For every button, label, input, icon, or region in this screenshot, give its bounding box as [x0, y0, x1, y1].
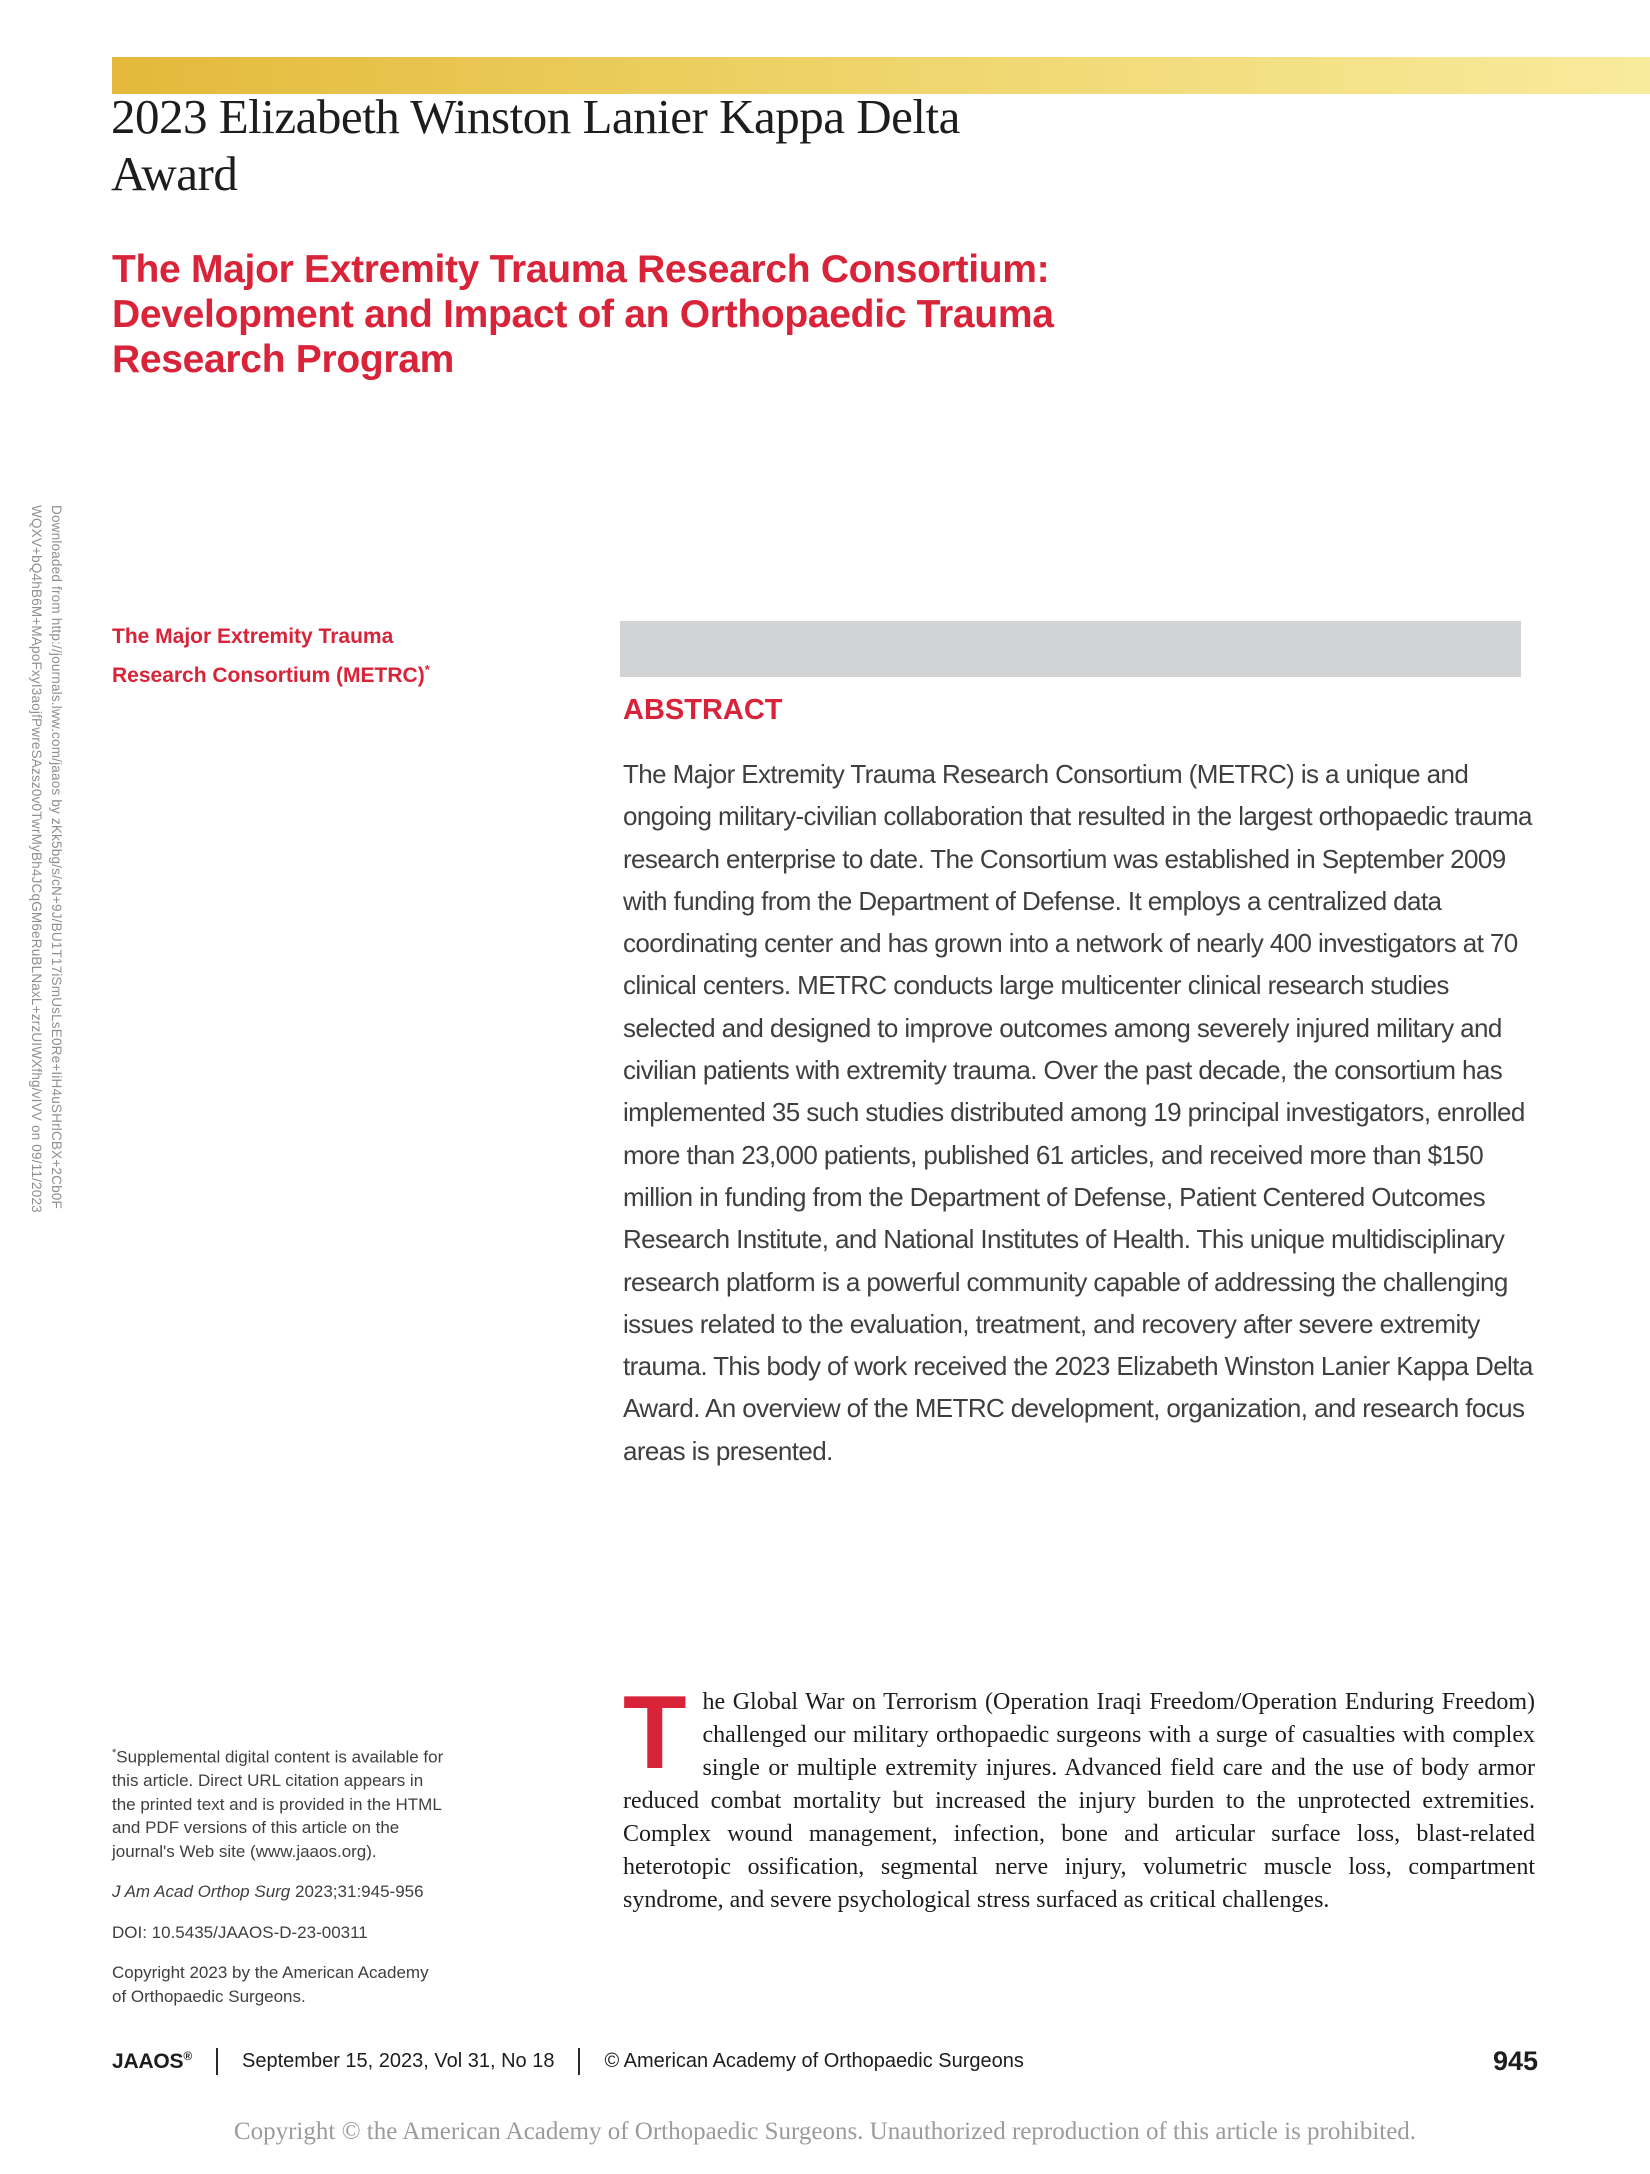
download-watermark-line-1: Downloaded from http://journals.lww.com/jaaos by zKk5bg/s/cN+9J/BU1T17iSmUsLsE0Re+IiH4uSHrlCBX+2Cb0F	[49, 505, 64, 1209]
article-title-line-2: Development and Impact of an Orthopaedic Trauma	[112, 293, 1054, 336]
article-title	[112, 247, 1054, 382]
award-title	[111, 88, 960, 202]
bottom-copyright-notice: Copyright © the American Academy of Orthopaedic Surgeons. Unauthorized reproduction of this article is prohibited.	[233, 2118, 1417, 2145]
footer-copyright: © American Academy of Orthopaedic Surgeons	[604, 2050, 1024, 2072]
abstract-heading: ABSTRACT	[623, 694, 783, 726]
supplemental-note-marker: *	[112, 1747, 117, 1759]
author-line-2	[112, 653, 430, 692]
author-name: Research Consortium (METRC)	[112, 664, 425, 687]
article-title-line-1: The Major Extremity Trauma Research Consortium:	[112, 248, 1050, 291]
journal-citation	[112, 1880, 446, 1904]
download-watermark	[26, 505, 66, 1213]
journal-brand	[112, 2049, 192, 2074]
footer-issue-info: September 15, 2023, Vol 31, No 18	[242, 2050, 555, 2072]
award-title-line-2: Award	[111, 146, 238, 201]
journal-brand-name: JAAOS	[112, 2050, 184, 2073]
journal-citation-volume: 2023;31:945-956	[290, 1882, 424, 1902]
page-number: 945	[1492, 2046, 1538, 2076]
author-line-1: The Major Extremity Trauma	[112, 625, 394, 648]
doi-line: DOI: 10.5435/JAAOS-D-23-00311	[112, 1922, 368, 1942]
award-title-line-1: 2023 Elizabeth Winston Lanier Kappa Delta	[111, 89, 960, 144]
registered-mark: ®	[183, 2049, 193, 2063]
article-title-line-3: Research Program	[112, 338, 455, 381]
author-footnote-marker: *	[424, 662, 430, 677]
footer-divider	[578, 2048, 580, 2075]
intro-text: he Global War on Terrorism (Operation Iraqi Freedom/Operation Enduring Freedom) challenged our military orthopaedic surgeons with a surge of casualties with complex single or multiple extremity injures. Advanced field care and the use of body armor reduced combat mortality but increased the injury burden to the unprotected extremities. Complex wound management, infection, bone and articular surface loss, blast-related heterotopic ossification, segmental nerve injury, volumetric muscle loss, compartment syndrome, and severe psychological stress surfaced as critical challenges.	[623, 1689, 1535, 1913]
supplemental-note-text: Supplemental digital content is available for this article. Direct URL citation appears in the printed text and is provided in the HTML and PDF versions of this article on the journal's Web site (www.jaaos.org).	[112, 1747, 444, 1861]
abstract-text: The Major Extremity Trauma Research Consortium (METRC) is a unique and ongoing military-civilian collaboration that resulted in the largest orthopaedic trauma research enterprise to date. The Consortium was established in September 2009 with funding from the Department of Defense. It employs a centralized data coordinating center and has grown into a network of nearly 400 investigators at 70 clinical centers. METRC conducts large multicenter clinical research studies selected and designed to improve outcomes among severely injured military and civilian patients with extremity trauma. Over the past decade, the consortium has implemented 35 such studies distributed among 19 principal investigators, enrolled more than 23,000 patients, published 61 articles, and received more than $150 million in funding from the Department of Defense, Patient Centered Outcomes Research Institute, and National Institutes of Health. This unique multidisciplinary research platform is a powerful community capable of addressing the challenging issues related to the evaluation, treatment, and recovery after severe extremity trauma. This body of work received the 2023 Elizabeth Winston Lanier Kappa Delta Award. An overview of the METRC development, organization, and research focus areas is presented.	[623, 759, 1533, 1466]
journal-citation-name: J Am Acad Orthop Surg	[112, 1882, 291, 1902]
copyright-note: Copyright 2023 by the American Academy of Orthopaedic Surgeons.	[112, 1963, 429, 2006]
abstract-header-bar	[620, 621, 1521, 677]
download-watermark-line-2: WQXV+bQ4hB6M+MApoFxyI3aojfPwreSAzsz0v0TwrMyBh4JCqGM6eRuBLNaxL+zrzUIWXfhg/vIVV on 09/11/2023	[29, 505, 44, 1213]
dropcap-letter: T	[623, 1675, 687, 1791]
author-byline	[112, 620, 430, 692]
intro-paragraph	[623, 1675, 1535, 1917]
supplemental-note	[112, 1742, 446, 1863]
footer-divider	[216, 2048, 218, 2075]
page-footer	[112, 2046, 1538, 2077]
footnotes-block	[112, 1742, 446, 2025]
